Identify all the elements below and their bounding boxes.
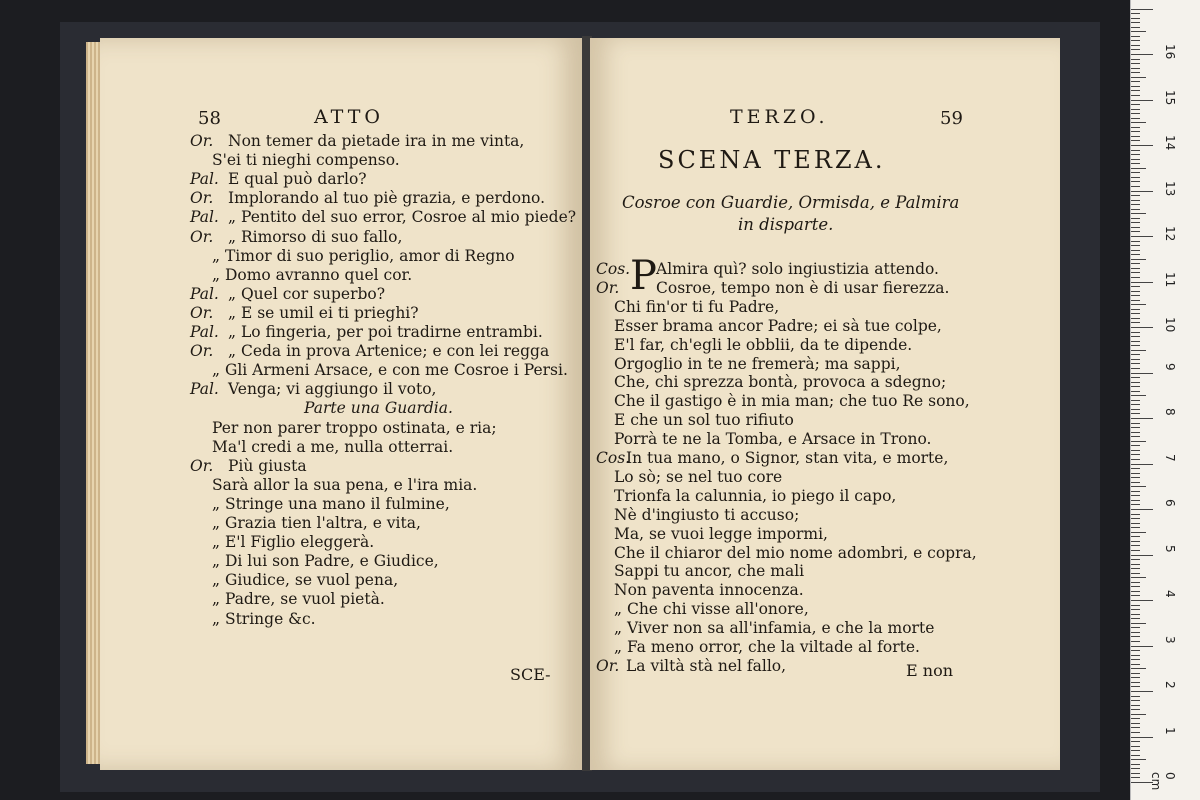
ruler-tick: [1131, 427, 1140, 428]
ruler-tick: [1131, 450, 1140, 451]
ruler-tick: [1131, 400, 1140, 401]
ruler-tick: [1131, 382, 1140, 383]
ruler-tick: [1131, 518, 1140, 519]
stage-direction-line-1: Cosroe con Guardie, Ormisda, e Palmira: [622, 193, 960, 212]
text-line: E che un sol tuo rifiuto: [614, 411, 794, 430]
ruler-tick: [1131, 586, 1140, 587]
ruler-tick: [1131, 104, 1140, 105]
text-line: Parte una Guardia.: [304, 399, 453, 418]
text-line: Trionfa la calunnia, io piego il capo,: [614, 486, 897, 505]
ruler-tick: [1131, 641, 1140, 642]
ruler-tick: [1131, 72, 1140, 73]
ruler-tick: [1131, 764, 1140, 765]
ruler-tick: [1131, 632, 1140, 633]
text-line: „ Pentito del suo error, Cosroe al mio piede?: [228, 208, 577, 227]
text-line: „ Ceda in prova Artenice; e con lei regga: [228, 342, 550, 361]
right-page-number: 59: [940, 108, 963, 129]
ruler-tick: [1131, 54, 1153, 55]
ruler-label: 7: [1163, 453, 1177, 462]
speaker-label: Or.: [596, 656, 620, 675]
ruler-tick: [1131, 777, 1140, 778]
text-line: Venga; vi aggiungo il voto,: [228, 380, 437, 399]
ruler-tick: [1131, 650, 1140, 651]
ruler-tick: [1131, 113, 1140, 114]
ruler-tick: [1131, 750, 1140, 751]
ruler-tick: [1131, 191, 1153, 192]
ruler-tick: [1131, 436, 1140, 437]
ruler-tick: [1131, 768, 1140, 769]
ruler-tick: [1131, 655, 1140, 656]
ruler-tick: [1131, 477, 1140, 478]
ruler-tick: [1131, 682, 1140, 683]
ruler-tick: [1131, 236, 1153, 237]
ruler-tick: [1131, 291, 1140, 292]
ruler-tick: [1131, 109, 1140, 110]
ruler-tick: [1131, 159, 1140, 160]
ruler-tick: [1131, 136, 1140, 137]
text-line: Ma, se vuoi legge impormi,: [614, 524, 828, 543]
ruler-tick: [1131, 673, 1140, 674]
ruler-tick: [1131, 718, 1140, 719]
ruler-tick: [1131, 582, 1140, 583]
ruler-tick: [1131, 154, 1140, 155]
ruler-tick: [1131, 259, 1146, 260]
ruler-tick: [1131, 686, 1140, 687]
ruler-tick: [1131, 759, 1146, 760]
ruler-tick: [1131, 454, 1140, 455]
text-line: Sappi tu ancor, che mali: [614, 562, 805, 581]
text-line: Almira quì? solo ingiustizia attendo.: [656, 260, 939, 278]
ruler-tick: [1131, 318, 1140, 319]
ruler-tick: [1131, 486, 1146, 487]
ruler-tick: [1131, 600, 1153, 601]
ruler-tick: [1131, 118, 1140, 119]
text-line: „ Grazia tien l'altra, e vita,: [212, 514, 421, 532]
ruler-label: 6: [1163, 499, 1177, 507]
text-line: „ Gli Armeni Arsace, e con me Cosroe i Persi.: [212, 361, 568, 380]
ruler-label: 0 cm: [1149, 772, 1177, 791]
speaker-label: Pal.: [190, 380, 219, 399]
ruler-tick: [1131, 200, 1140, 201]
ruler-tick: [1131, 564, 1140, 565]
ruler-label: 4: [1163, 590, 1177, 598]
ruler-tick: [1131, 209, 1140, 210]
ruler-tick: [1131, 413, 1140, 414]
ruler-tick: [1131, 286, 1140, 287]
ruler-tick: [1131, 186, 1140, 187]
ruler-tick: [1131, 345, 1140, 346]
ruler-tick: [1131, 350, 1146, 351]
ruler-tick: [1131, 250, 1140, 251]
left-catchword: SCE-: [510, 665, 551, 684]
text-line: S'ei ti nieghi compenso.: [212, 151, 400, 170]
ruler-tick: [1131, 63, 1140, 64]
stage-direction-line-2: in disparte.: [738, 215, 834, 234]
ruler-tick: [1131, 272, 1140, 273]
text-line: „ E se umil ei ti prieghi?: [228, 303, 419, 322]
ruler-tick: [1131, 68, 1140, 69]
right-catchword: E non: [906, 661, 954, 680]
ruler-tick: [1131, 418, 1153, 419]
ruler-tick: [1131, 227, 1140, 228]
drop-cap: P: [630, 253, 657, 299]
ruler-tick: [1131, 13, 1140, 14]
ruler-tick: [1131, 614, 1140, 615]
ruler-tick: [1131, 609, 1140, 610]
text-line: „ Padre, se vuol pietà.: [212, 590, 385, 609]
ruler-tick: [1131, 195, 1140, 196]
ruler-tick: [1131, 573, 1140, 574]
ruler-tick: [1131, 49, 1140, 50]
ruler-tick: [1131, 304, 1146, 305]
text-line: Nè d'ingiusto ti accuso;: [614, 505, 800, 524]
ruler-tick: [1131, 627, 1140, 628]
ruler-tick: [1131, 755, 1140, 756]
ruler-tick: [1131, 295, 1140, 296]
ruler-tick: [1131, 727, 1140, 728]
text-line: Non temer da pietade ira in me vinta,: [228, 132, 525, 150]
ruler-tick: [1131, 491, 1140, 492]
speaker-label: Or.: [190, 132, 214, 150]
ruler-tick: [1131, 677, 1140, 678]
ruler-tick: [1131, 332, 1140, 333]
ruler-tick: [1131, 172, 1140, 173]
ruler-tick: [1131, 527, 1140, 528]
right-running-head: TERZO.: [730, 106, 829, 128]
ruler-tick: [1131, 423, 1140, 424]
ruler-tick: [1131, 500, 1140, 501]
ruler-label: 8: [1163, 408, 1177, 416]
ruler-tick: [1131, 696, 1140, 697]
ruler-tick: [1131, 177, 1140, 178]
speaker-label: Pal.: [190, 170, 219, 189]
speaker-label: Cos.: [596, 260, 631, 278]
ruler-tick: [1131, 140, 1140, 141]
ruler-tick: [1131, 282, 1153, 283]
text-line: „ Quel cor superbo?: [228, 284, 386, 303]
ruler-tick: [1131, 359, 1140, 360]
ruler-tick: [1131, 86, 1140, 87]
scene-title: SCENA TERZA.: [658, 146, 886, 174]
ruler-tick: [1131, 668, 1146, 669]
ruler-tick: [1131, 218, 1140, 219]
ruler-tick: [1131, 354, 1140, 355]
text-line: „ Domo avranno quel cor.: [212, 265, 413, 284]
ruler-tick: [1131, 59, 1140, 60]
ruler-tick: [1131, 22, 1140, 23]
speaker-label: Pal.: [190, 208, 219, 227]
ruler-tick: [1131, 545, 1140, 546]
ruler-tick: [1131, 441, 1146, 442]
text-line: Orgoglio in te ne fremerà; ma sappi,: [614, 354, 901, 373]
ruler-tick: [1131, 277, 1140, 278]
ruler-label: 12: [1163, 226, 1177, 242]
text-line: In tua mano, o Signor, stan vita, e morte,: [626, 449, 949, 467]
ruler-tick: [1131, 18, 1140, 19]
speaker-label: Or.: [596, 278, 620, 297]
ruler-tick: [1131, 514, 1140, 515]
ruler-tick: [1131, 373, 1153, 374]
speaker-label: Or.: [190, 189, 214, 208]
ruler-tick: [1131, 555, 1153, 556]
ruler-label: 1: [1163, 726, 1177, 735]
ruler-tick: [1131, 100, 1153, 101]
ruler-tick: [1131, 313, 1140, 314]
text-line: Ma'l credi a me, nulla otterrai.: [212, 437, 454, 456]
ruler-tick: [1131, 241, 1140, 242]
text-line: La viltà stà nel fallo,: [626, 656, 787, 675]
ruler-tick: [1131, 705, 1140, 706]
ruler-tick: [1131, 213, 1146, 214]
ruler-tick: [1131, 245, 1140, 246]
ruler-tick: [1131, 468, 1140, 469]
speaker-label: Cos.: [596, 449, 631, 467]
ruler-tick: [1131, 31, 1146, 32]
text-line: „ Di lui son Padre, e Giudice,: [212, 552, 439, 571]
ruler-tick: [1131, 723, 1140, 724]
ruler-tick: [1131, 45, 1140, 46]
text-line: Esser brama ancor Padre; ei sà tue colpe,: [614, 316, 942, 335]
speaker-label: Or.: [190, 342, 214, 361]
ruler-tick: [1131, 377, 1140, 378]
left-page: [100, 38, 584, 770]
ruler-tick: [1131, 737, 1153, 738]
ruler-tick: [1131, 163, 1140, 164]
ruler-tick: [1131, 40, 1140, 41]
text-line: „ Stringe una mano il fulmine,: [212, 494, 450, 513]
text-line: „ Viver non sa all'infamia, e che la morte: [614, 619, 935, 638]
ruler-tick: [1131, 222, 1140, 223]
ruler-tick: [1131, 445, 1140, 446]
ruler-tick: [1131, 459, 1140, 460]
text-line: Cosroe, tempo non è di usar fierezza.: [656, 278, 950, 297]
ruler-tick: [1131, 254, 1140, 255]
ruler-tick: [1131, 386, 1140, 387]
ruler-tick: [1131, 623, 1146, 624]
ruler-tick: [1131, 577, 1146, 578]
ruler-tick: [1131, 464, 1153, 465]
ruler-tick: [1131, 300, 1140, 301]
ruler-label: 9: [1163, 362, 1177, 371]
ruler-tick: [1131, 532, 1146, 533]
text-line: „ Timor di suo periglio, amor di Regno: [212, 246, 515, 265]
ruler-tick: [1131, 395, 1146, 396]
ruler-label: 11: [1163, 271, 1177, 287]
ruler-tick: [1131, 432, 1140, 433]
measuring-ruler: [1130, 0, 1200, 800]
ruler-tick: [1131, 664, 1140, 665]
ruler-tick: [1131, 605, 1140, 606]
speaker-label: Pal.: [190, 323, 219, 341]
left-running-head: ATTO: [314, 106, 384, 128]
ruler-tick: [1131, 536, 1140, 537]
ruler-tick: [1131, 636, 1140, 637]
text-line: „ Stringe &c.: [212, 609, 316, 628]
ruler-tick: [1131, 773, 1140, 774]
ruler-tick: [1131, 659, 1140, 660]
text-line: Che il gastigo è in mia man; che tuo Re sono,: [614, 392, 970, 411]
ruler-tick: [1131, 568, 1140, 569]
ruler-tick: [1131, 732, 1140, 733]
text-line: E qual può darlo?: [228, 170, 367, 189]
ruler-tick: [1131, 504, 1140, 505]
ruler-tick: [1131, 509, 1153, 510]
right-page: [590, 38, 1060, 770]
text-line: „ Fa meno orror, che la viltade al forte.: [614, 638, 920, 656]
ruler-label: 10: [1163, 317, 1177, 333]
ruler-tick: [1131, 122, 1146, 123]
speaker-label: Or.: [190, 456, 214, 475]
ruler-tick: [1131, 77, 1146, 78]
text-line: „ E'l Figlio eleggerà.: [212, 533, 375, 552]
text-line: „ Che chi visse all'onore,: [614, 600, 809, 619]
ruler-tick: [1131, 263, 1140, 264]
ruler-tick: [1131, 95, 1140, 96]
ruler-tick: [1131, 409, 1140, 410]
ruler-tick: [1131, 327, 1153, 328]
ruler-label: 14: [1163, 135, 1177, 151]
text-line: Che il chiaror del mio nome adombri, e copra,: [614, 543, 977, 562]
left-page-number: 58: [198, 108, 221, 129]
ruler-tick: [1131, 691, 1153, 692]
text-line: Più giusta: [228, 456, 307, 475]
ruler-tick: [1131, 131, 1140, 132]
ruler-tick: [1131, 591, 1140, 592]
ruler-tick: [1131, 391, 1140, 392]
ruler-label: 13: [1163, 180, 1177, 196]
ruler-tick: [1131, 559, 1140, 560]
ruler-tick: [1131, 336, 1140, 337]
ruler-tick: [1131, 495, 1140, 496]
ruler-tick: [1131, 9, 1153, 10]
speaker-label: Or.: [190, 303, 214, 322]
ruler-tick: [1131, 168, 1146, 169]
ruler-tick: [1131, 127, 1140, 128]
ruler-tick: [1131, 741, 1140, 742]
ruler-tick: [1131, 81, 1140, 82]
ruler-tick: [1131, 618, 1140, 619]
text-line: Implorando al tuo piè grazia, e perdono.: [228, 189, 546, 208]
text-line: Per non parer troppo ostinata, e ria;: [212, 418, 497, 437]
ruler-tick: [1131, 550, 1140, 551]
ruler-label: 15: [1163, 89, 1177, 105]
ruler-tick: [1131, 145, 1153, 146]
ruler-tick: [1131, 368, 1140, 369]
ruler-tick: [1131, 541, 1140, 542]
text-line: Che, chi sprezza bontà, provoca a sdegno;: [614, 373, 947, 392]
ruler-tick: [1131, 90, 1140, 91]
ruler-tick: [1131, 714, 1146, 715]
ruler-label: 5: [1163, 544, 1177, 553]
ruler-tick: [1131, 746, 1140, 747]
text-line: Lo sò; se nel tuo core: [614, 467, 783, 486]
ruler-tick: [1131, 204, 1140, 205]
ruler-label: 16: [1163, 44, 1177, 60]
ruler-tick: [1131, 523, 1140, 524]
ruler-tick: [1131, 646, 1153, 647]
ruler-label: 3: [1163, 635, 1177, 644]
text-line: Sarà allor la sua pena, e l'ira mia.: [212, 475, 478, 494]
ruler-tick: [1131, 36, 1140, 37]
ruler-label: 2: [1163, 681, 1177, 689]
ruler-tick: [1131, 150, 1140, 151]
ruler-tick: [1131, 363, 1140, 364]
ruler-tick: [1131, 341, 1140, 342]
ruler-tick: [1131, 309, 1140, 310]
text-line: „ Giudice, se vuol pena,: [212, 571, 399, 590]
text-line: Non paventa innocenza.: [614, 581, 804, 600]
ruler-tick: [1131, 473, 1140, 474]
ruler-tick: [1131, 595, 1140, 596]
ruler-tick: [1131, 181, 1140, 182]
ruler-tick: [1131, 709, 1140, 710]
text-line: Chi fin'or ti fu Padre,: [614, 297, 780, 316]
ruler-tick: [1131, 482, 1140, 483]
ruler-tick: [1131, 268, 1140, 269]
text-line: E'l far, ch'egli le obblii, da te dipende.: [614, 335, 913, 354]
ruler-tick: [1131, 27, 1140, 28]
ruler-tick: [1131, 231, 1140, 232]
speaker-label: Pal.: [190, 284, 219, 303]
ruler-tick: [1131, 700, 1140, 701]
text-line: „ Rimorso di suo fallo,: [228, 227, 403, 246]
ruler-tick: [1131, 404, 1140, 405]
speaker-label: Or.: [190, 227, 214, 246]
text-line: Porrà te ne la Tomba, e Arsace in Trono.: [614, 430, 932, 449]
text-line: „ Lo fingeria, per poi tradirne entrambi.: [228, 323, 543, 341]
ruler-tick: [1131, 322, 1140, 323]
